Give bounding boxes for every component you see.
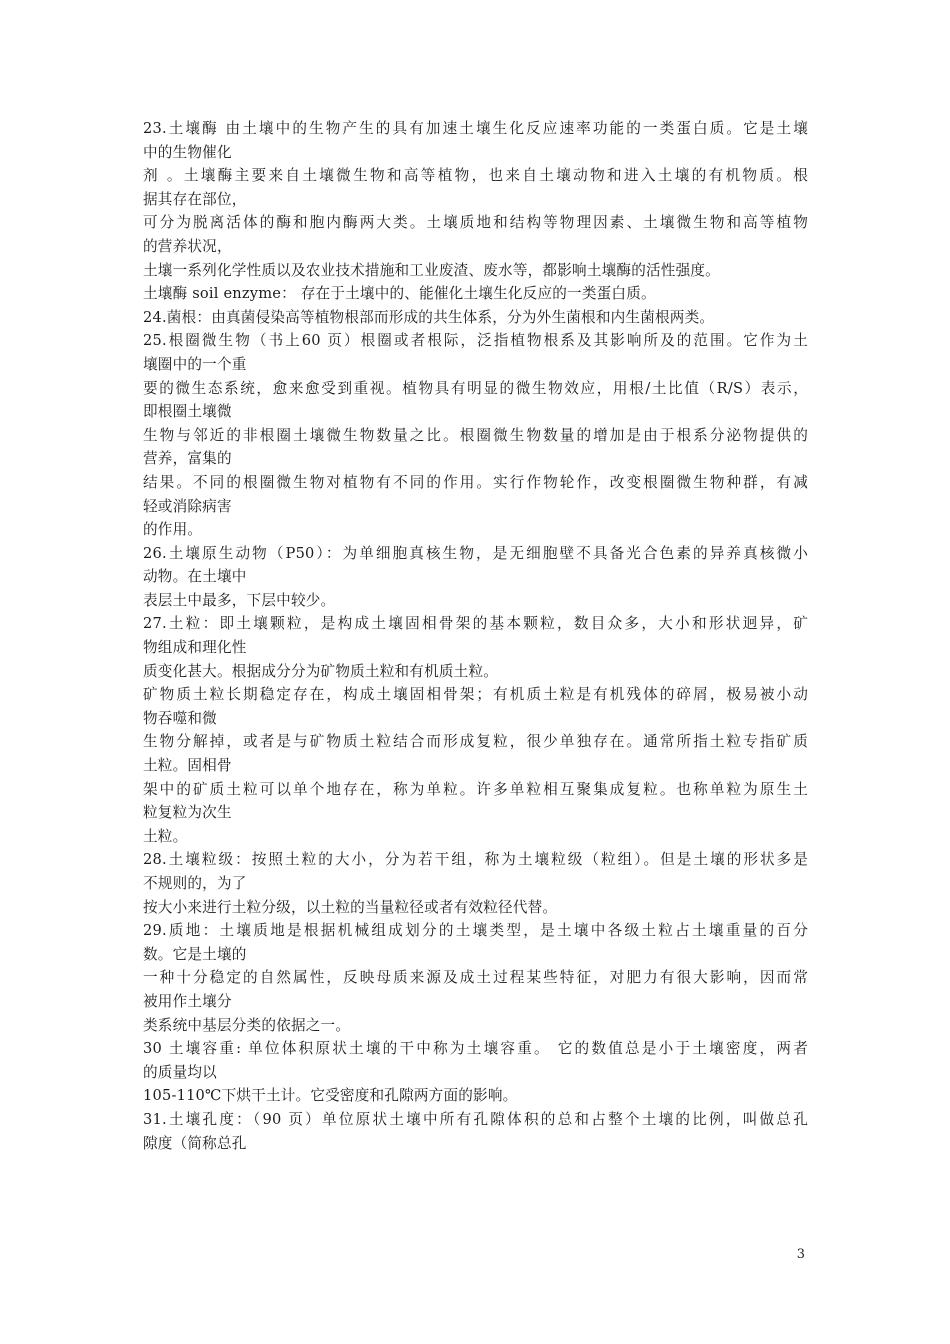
- text-line: 质变化甚大。根据成分分为矿物质土粒和有机质土粒。: [143, 662, 499, 680]
- text-line: 的质量均以: [143, 1063, 217, 1081]
- text-line: 31.土壤孔度：（90 页）单位原状土壤中所有孔隙体积的总和占整个土壤的比例，叫做总孔: [143, 1110, 808, 1128]
- text-line: 物组成和理化性: [143, 639, 247, 657]
- text-line: 的作用。: [143, 521, 203, 539]
- text-line: 土粒。固相骨: [143, 757, 232, 775]
- text-line: 26.土壤原生动物（P50）：为单细胞真核生物，是无细胞壁不具备光合色素的异养真核微小: [143, 544, 808, 562]
- text-line: 23.土壤酶 由土壤中的生物产生的具有加速土壤生化反应速率功能的一类蛋白质。它是土壤: [143, 120, 808, 137]
- text-line: 动物。在土壤中: [143, 568, 247, 586]
- text-line: 中的生物催化: [143, 143, 232, 161]
- text-line: 隙度（简称总孔: [143, 1134, 247, 1152]
- text-line: 结果。不同的根圈微生物对植物有不同的作用。实行作物轮作，改变根圈微生物种群，有减: [143, 473, 808, 491]
- text-line: 一种十分稳定的自然属性，反映母质来源及成土过程某些特征，对肥力有很大影响，因而常: [143, 969, 808, 987]
- text-line: 生物与邻近的非根圈土壤微生物数量之比。根圈微生物数量的增加是由于根系分泌物提供的: [143, 426, 808, 444]
- text-line: 105-110℃下烘干土计。它受密度和孔隙两方面的影响。: [143, 1087, 518, 1105]
- text-line: 25.根圈微生物（书上60 页）根圈或者根际，泛指植物根系及其影响所及的范围。它作为土: [143, 332, 808, 350]
- text-line: 生物分解掉，或者是与矿物质土粒结合而形成复粒，很少单独存在。通常所指土粒专指矿质: [143, 733, 808, 751]
- text-line: 30 土壤容重: 单位体积原状土壤的干中称为土壤容重。 它的数值总是小于土壤密度，两者: [143, 1040, 808, 1058]
- document-body: [143, 117, 808, 1155]
- text-line: 24.菌根：由真菌侵染高等植物根部而形成的共生体系，分为外生菌根和内生菌根两类。: [143, 308, 715, 326]
- text-line: 数。它是土壤的: [143, 945, 247, 963]
- text-line: 土壤酶 soil enzyme： 存在于土壤中的、能催化土壤生化反应的一类蛋白质。: [143, 285, 656, 303]
- text-line: 剂 。土壤酶主要来自土壤微生物和高等植物，也来自土壤动物和进入土壤的有机物质。根: [143, 167, 808, 185]
- text-line: 类系统中基层分类的依据之一。: [143, 1016, 351, 1034]
- text-line: 按大小来进行土粒分级，以土粒的当量粒径或者有效粒径代替。: [143, 898, 558, 916]
- text-line: 壤圈中的一个重: [143, 355, 247, 373]
- text-line: 架中的矿质土粒可以单个地存在，称为单粒。许多单粒相互聚集成复粒。也称单粒为原生土: [143, 780, 808, 798]
- text-line: 物吞噬和微: [143, 709, 217, 727]
- text-line: 即根圈土壤微: [143, 403, 232, 421]
- text-line: 的营养状况，: [143, 237, 232, 255]
- page-number: 3: [796, 1247, 805, 1262]
- text-line: 土壤一系列化学性质以及农业技术措施和工业废渣、废水等，都影响土壤酶的活性强度。: [143, 261, 720, 279]
- text-line: 被用作土壤分: [143, 992, 232, 1010]
- text-line: 要的微生态系统，愈来愈受到重视。植物具有明显的微生物效应，用根/土比值（R/S）表示，: [143, 379, 808, 397]
- text-line: 不规则的，为了: [143, 875, 247, 892]
- text-line: 28.土壤粒级：按照土粒的大小，分为若干组，称为土壤粒级（粒组）。但是土壤的形状多是: [143, 851, 808, 869]
- text-line: 27.土粒：即土壤颗粒，是构成土壤固相骨架的基本颗粒，数目众多，大小和形状迥异，矿: [143, 615, 808, 633]
- text-line: 29.质地：土壤质地是根据机械组成划分的土壤类型，是土壤中各级土粒占土壤重量的百分: [143, 922, 808, 940]
- text-line: 据其存在部位，: [143, 190, 247, 208]
- text-line: 轻或消除病害: [143, 497, 232, 515]
- text-line: 可分为脱离活体的酶和胞内酶两大类。土壤质地和结构等物理因素、土壤微生物和高等植物: [143, 214, 808, 232]
- text-line: 矿物质土粒长期稳定存在，构成土壤固相骨架；有机质土粒是有机残体的碎屑，极易被小动: [143, 686, 808, 704]
- text-line: 粒复粒为次生: [143, 804, 232, 822]
- text-line: 表层土中最多，下层中较少。: [143, 591, 336, 609]
- text-line: 营养，富集的: [143, 450, 232, 468]
- text-line: 土粒。: [143, 827, 188, 845]
